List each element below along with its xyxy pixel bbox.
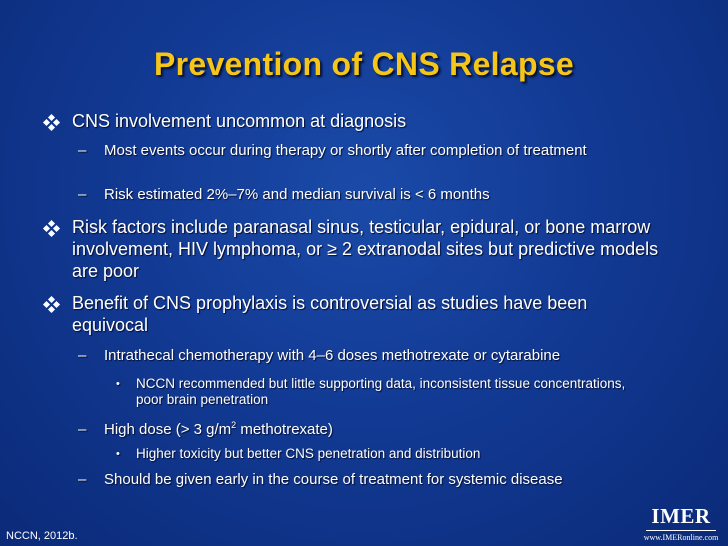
logo-name: IMER — [651, 504, 711, 528]
diamond-bullet-icon — [44, 297, 58, 311]
sub-sub-bullet-text: Higher toxicity but better CNS penetration and distribution — [136, 446, 481, 461]
high-dose-text-before: High dose (> 3 g/m — [104, 421, 232, 438]
bullet-text: CNS involvement uncommon at diagnosis — [72, 111, 407, 131]
dot-bullet: • — [116, 378, 120, 390]
dash-bullet: – — [78, 142, 87, 159]
sub-bullet-text: Intrathecal chemotherapy with 4–6 doses methotrexate or cytarabine — [104, 347, 561, 364]
sub-sub-bullet-text: NCCN recommended but little supporting data, inconsistent tissue concentrations, poor brain penetration — [136, 376, 626, 407]
sub-bullet-text: Should be given early in the course of treatment for systemic disease — [104, 471, 563, 488]
dash-bullet: – — [78, 347, 87, 364]
dash-bullet: – — [78, 471, 87, 488]
dot-bullet: • — [116, 448, 120, 460]
high-dose-text-after: methotrexate) — [236, 421, 333, 438]
diamond-bullet-icon — [44, 115, 58, 129]
diamond-bullet-icon — [44, 221, 58, 235]
sub-bullet-text — [104, 421, 664, 439]
dash-bullet: – — [78, 186, 87, 203]
imer-logo — [642, 504, 720, 542]
superscript-2: 2 — [231, 420, 237, 430]
dash-bullet: – — [78, 421, 87, 438]
sub-bullet-text: Risk estimated 2%–7% and median survival is < 6 months — [104, 186, 490, 203]
logo-url: www.IMERonline.com — [643, 533, 719, 542]
bullet-text: Risk factors include paranasal sinus, testicular, epidural, or bone marrow involvement, HIV lymphoma, or ≥ 2 extranodal sites but predictive models are poor — [72, 217, 659, 281]
slide-title: Prevention of CNS Relapse — [153, 46, 575, 82]
logo-divider — [646, 530, 716, 531]
sub-bullet-text: Most events occur during therapy or shortly after completion of treatment — [104, 142, 587, 159]
bullet-text: Benefit of CNS prophylaxis is controversial as studies have been equivocal — [72, 293, 588, 335]
source-citation: NCCN, 2012b. — [6, 530, 78, 542]
